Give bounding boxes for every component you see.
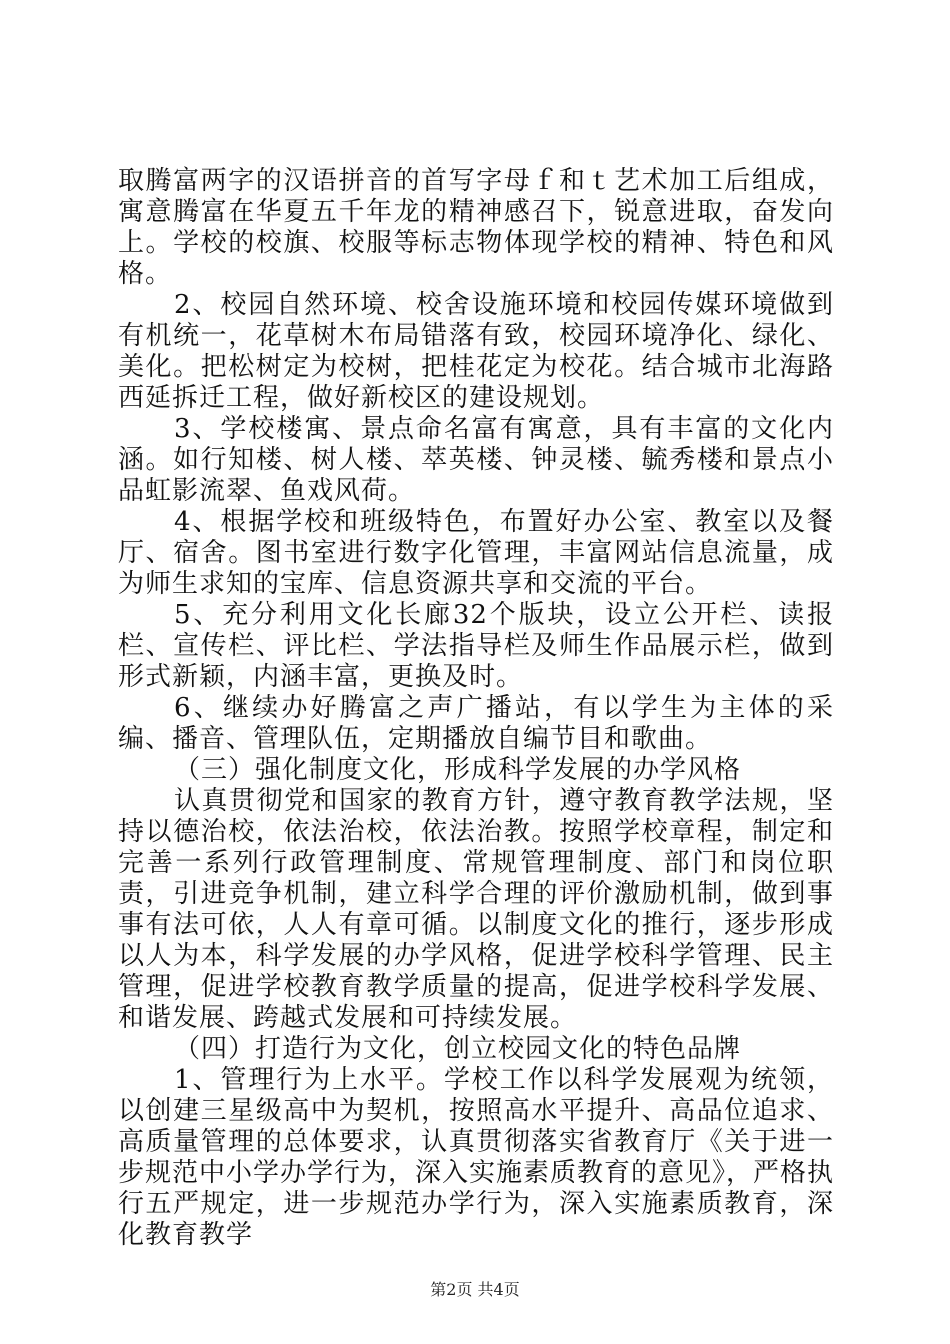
paragraph-item-3: 3、学校楼寓、景点命名富有寓意，具有丰富的文化内涵。如行知楼、树人楼、萃英楼、钟灵楼、毓秀楼和景点小品虹影流翠、鱼戏风荷。 — [118, 414, 834, 506]
document-body — [118, 166, 834, 1251]
paragraph-management-behavior: 1、管理行为上水平。学校工作以科学发展观为统领，以创建三星级高中为契机，按照高水平提升、高品位追求、高质量管理的总体要求，认真贯彻落实省教育厅《关于进一步规范中小学办学行为，深入实施素质教育的意见》，严格执行五严规定，进一步规范办学行为，深入实施素质教育，深化教育教学 — [118, 1065, 835, 1250]
paragraph-system-culture: 认真贯彻党和国家的教育方针，遵守教育教学法规，坚持以德治校，依法治校，依法治教。按照学校章程，制定和完善一系列行政管理制度、常规管理制度、部门和岗位职责，引进竞争机制，建立科学合理的评价激励机制，做到事事有法可依，人人有章可循。以制度文化的推行，逐步形成以人为本，科学发展的办学风格，促进学校科学管理、民主管理，促进学校教育教学质量的提高，促进学校科学发展、和谐发展、跨越式发展和可持续发展。 — [118, 786, 834, 1033]
paragraph-logo-meaning: 取腾富两字的汉语拼音的首写字母ｆ和ｔ艺术加工后组成，寓意腾富在华夏五千年龙的精神感召下，锐意进取，奋发向上。学校的校旗、校服等标志物体现学校的精神、特色和风格。 — [118, 166, 834, 289]
section-heading-4: （四）打造行为文化，创立校园文化的特色品牌 — [174, 1034, 742, 1064]
paragraph-item-5: 5、充分利用文化长廊32个版块，设立公开栏、读报栏、宣传栏、评比栏、学法指导栏及师生作品展示栏，做到形式新颖，内涵丰富，更换及时。 — [118, 600, 834, 692]
paragraph-item-2: 2、校园自然环境、校舍设施环境和校园传媒环境做到有机统一，花草树木布局错落有致，校园环境净化、绿化、美化。把松树定为校树，把桂花定为校花。结合城市北海路西延拆迁工程，做好新校区的建设规划。 — [118, 290, 834, 413]
paragraph-item-6: 6、继续办好腾富之声广播站，有以学生为主体的采编、播音、管理队伍，定期播放自编节目和歌曲。 — [118, 693, 834, 754]
page-number-footer: 第2页 共4页 — [430, 1280, 520, 1299]
paragraph-item-4: 4、根据学校和班级特色，布置好办公室、教室以及餐厅、宿舍。图书室进行数字化管理，丰富网站信息流量，成为师生求知的宝库、信息资源共享和交流的平台。 — [118, 507, 834, 599]
section-heading-3: （三）强化制度文化，形成科学发展的办学风格 — [174, 755, 742, 785]
